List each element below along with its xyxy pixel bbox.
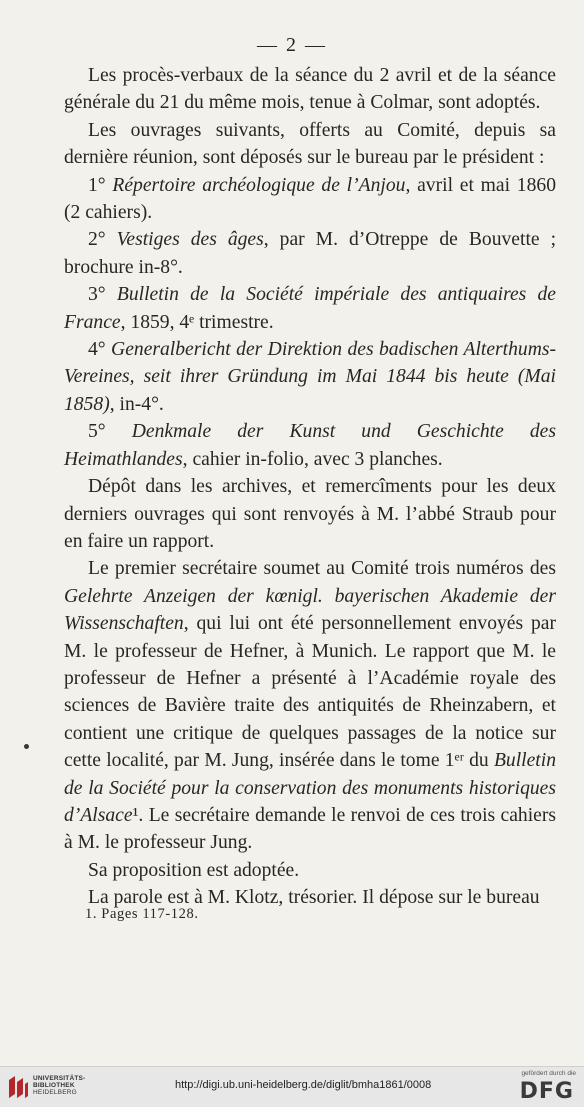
- text-run: , qui lui ont été personnellement envoyés par M. le professeur de Hefner, à Munich. Le rapport que M. le professeur de Hefner a présenté à l’Académie royale des sciences de Bavière traite des antiquités de Rheinzabern, et contient une critique de quelques passages de la notice sur cette localité, par M. Jung, insérée dans le tome 1ᵉʳ du: [64, 613, 556, 772]
- text-run: 1°: [88, 174, 113, 196]
- body-text: [64, 62, 556, 912]
- italic-title: Denkmale der Kunst und Geschichte des Heimathlandes: [64, 421, 557, 470]
- dfg-logo: DFG: [519, 1079, 574, 1104]
- text-run: Les ouvrages suivants, offerts au Comité, depuis sa dernière réunion, sont déposés sur le bureau par le président :: [64, 119, 556, 169]
- digitization-footer: [0, 1066, 584, 1107]
- paragraph: [64, 857, 556, 884]
- permalink[interactable]: http://digi.ub.uni-heidelberg.de/diglit/bmha1861/0008: [175, 1079, 432, 1091]
- paragraph: [64, 555, 556, 856]
- text-run: , 1859, 4ᵉ trimestre.: [120, 311, 274, 333]
- text-run: ¹. Le secrétaire demande le renvoi de ces trois cahiers à M. le professeur Jung.: [64, 804, 556, 854]
- italic-title: Répertoire archéologique de l’Anjou: [112, 174, 406, 196]
- text-run: , avril et mai 1860 (2 cahiers).: [64, 174, 556, 224]
- paragraph: [64, 226, 556, 281]
- institution-name: UNIVERSITÄTS- BIBLIOTHEK HEIDELBERG: [33, 1075, 86, 1097]
- university-library-logo-icon: [7, 1074, 29, 1100]
- text-run: 3°: [88, 284, 117, 306]
- text-run: , cahier in-folio, avec 3 planches.: [182, 448, 443, 470]
- footnote: 1. Pages 117-128.: [85, 906, 199, 922]
- page-number: — 2 —: [257, 34, 327, 56]
- text-run: 4°: [88, 339, 112, 361]
- text-run: Le premier secrétaire soumet au Comité trois numéros des: [88, 558, 556, 580]
- funding-note: gefördert durch die: [521, 1070, 576, 1077]
- paragraph: [64, 336, 556, 418]
- text-run: , in-4°.: [109, 393, 164, 415]
- margin-mark: [24, 744, 29, 749]
- text-run: , par M. d’Otreppe de Bouvette ; brochure in-8°.: [64, 229, 557, 278]
- italic-title: Bulletin de la Société pour la conservation des monuments historiques d’Alsace: [64, 750, 556, 826]
- paragraph: [64, 172, 556, 227]
- paragraph: [64, 281, 556, 336]
- text-run: 5°: [88, 421, 132, 443]
- text-run: Dépôt dans les archives, et remercîments pour les deux derniers ouvrages qui sont renvoyés à M. l’abbé Straub pour en faire un rapport.: [64, 476, 556, 552]
- text-run: Les procès-verbaux de la séance du 2 avril et de la séance générale du 21 du même mois, tenue à Colmar, sont adoptés.: [64, 65, 556, 114]
- italic-title: Generalbericht der Direktion des badischen Alterthums-Vereines, seit ihrer Gründung im Mai 1844 bis heute (Mai 1858): [64, 339, 556, 415]
- paragraph: [64, 418, 556, 473]
- italic-title: Vestiges des âges: [116, 229, 264, 251]
- paragraph: [64, 117, 556, 172]
- italic-title: Gelehrte Anzeigen der kœnigl. bayerischen Akademie der Wissenschaften: [64, 585, 556, 635]
- paragraph: [64, 62, 556, 117]
- italic-title: Bulletin de la Société impériale des antiquaires de France: [64, 284, 556, 333]
- text-run: La parole est à M. Klotz, trésorier. Il dépose sur le bureau: [88, 887, 540, 909]
- text-run: 2°: [88, 229, 117, 251]
- paragraph: [64, 473, 556, 555]
- text-run: Sa proposition est adoptée.: [88, 859, 300, 881]
